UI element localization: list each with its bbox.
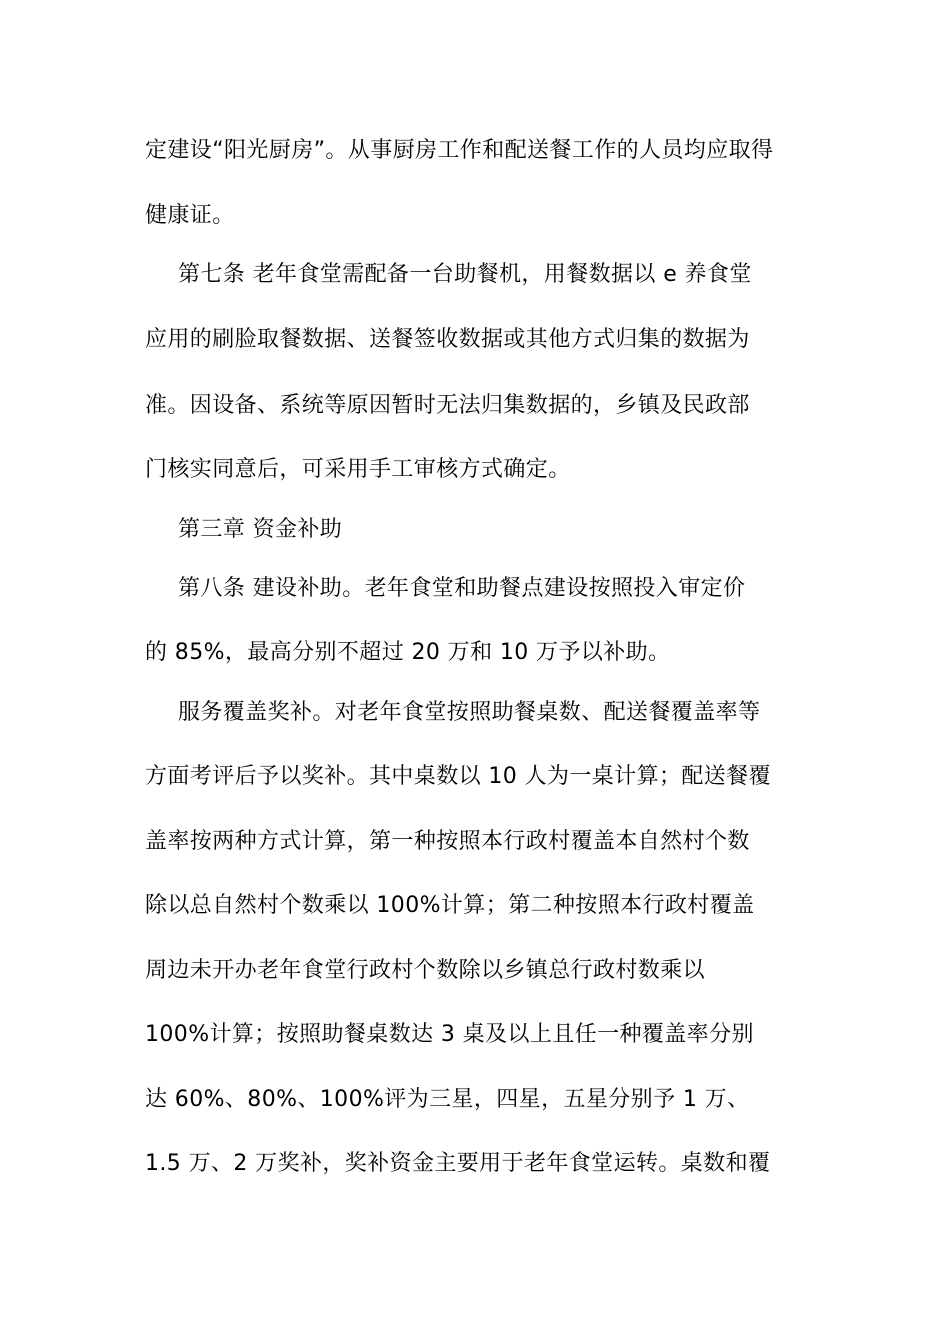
text-line: 健康证。 [145, 203, 235, 228]
text-line: 应用的刷脸取餐数据、送餐签收数据或其他方式归集的数据为 [145, 327, 750, 352]
chapter-heading: 第三章 资金补助 [178, 517, 343, 542]
text-line: 除以总自然村个数乘以 100%计算；第二种按照本行政村覆盖 [145, 893, 755, 918]
paragraph-start-line: 第八条 建设补助。老年食堂和助餐点建设按照投入审定价 [178, 576, 746, 601]
text-line: 准。因设备、系统等原因暂时无法归集数据的，乡镇及民政部 [145, 393, 750, 418]
text-line: 的 85%，最高分别不超过 20 万和 10 万予以补助。 [145, 640, 671, 665]
text-line: 方面考评后予以奖补。其中桌数以 10 人为一桌计算；配送餐覆 [145, 764, 771, 789]
text-line: 达 60%、80%、100%评为三星，四星，五星分别予 1 万、 [145, 1087, 750, 1112]
text-line: 100%计算；按照助餐桌数达 3 桌及以上且任一种覆盖率分别 [145, 1022, 754, 1047]
text-line: 1.5 万、2 万奖补，奖补资金主要用于老年食堂运转。桌数和覆 [145, 1151, 771, 1176]
text-line: 盖率按两种方式计算，第一种按照本行政村覆盖本自然村个数 [145, 829, 750, 854]
paragraph-start-line: 服务覆盖奖补。对老年食堂按照助餐桌数、配送餐覆盖率等 [178, 700, 761, 725]
text-line: 门核实同意后，可采用手工审核方式确定。 [145, 457, 571, 482]
text-line: 定建设“阳光厨房”。从事厨房工作和配送餐工作的人员均应取得 [145, 138, 774, 163]
paragraph-start-line: 第七条 老年食堂需配备一台助餐机，用餐数据以 e 养食堂 [178, 262, 752, 287]
text-line: 周边未开办老年食堂行政村个数除以乡镇总行政村数乘以 [145, 958, 706, 983]
